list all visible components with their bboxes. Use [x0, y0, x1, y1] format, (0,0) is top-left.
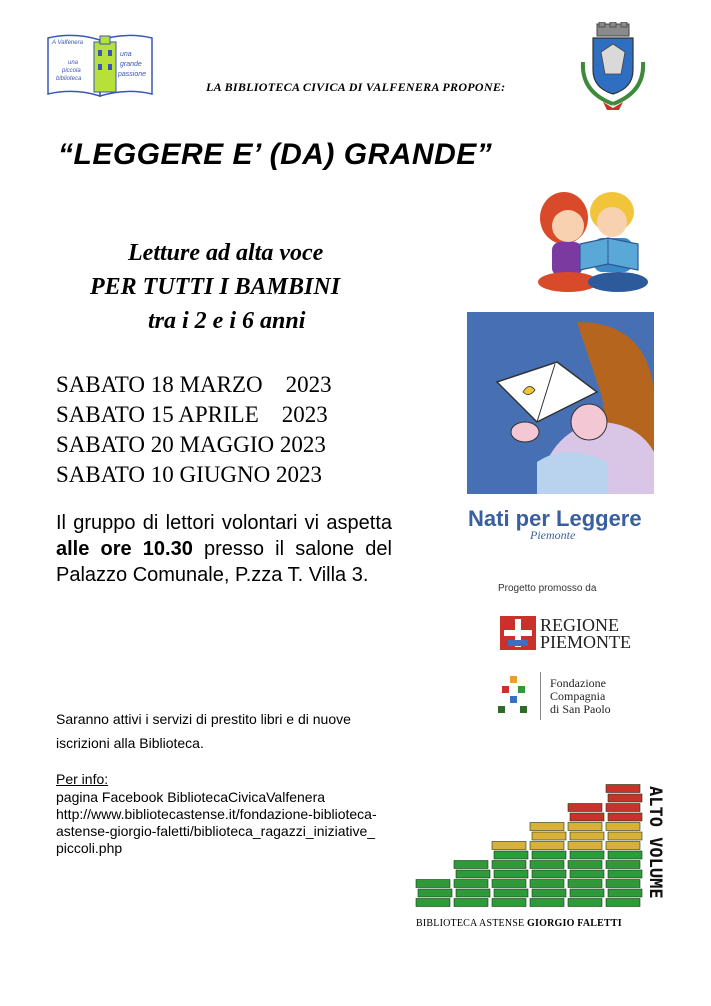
book-block	[454, 899, 488, 907]
nati-per-leggere-region: Piemonte	[530, 528, 576, 542]
book-block	[606, 880, 640, 888]
book-block	[568, 842, 602, 850]
regione-piemonte-icon	[500, 616, 536, 650]
nati-per-leggere-name: Nati per Leggere	[468, 506, 642, 531]
book-stacks	[416, 785, 642, 907]
book-block	[608, 851, 642, 859]
logo-text-passione: passione	[118, 71, 147, 78]
info-line: http://www.bibliotecastense.it/fondazione-biblioteca-	[56, 806, 377, 822]
fondazione-logo-icon	[498, 676, 530, 716]
book-block	[608, 813, 642, 821]
info-line: piccoli.php	[56, 840, 123, 856]
invite-part2: presso il salone del Palazzo Comunale, P.zza T. Villa 3.	[56, 538, 392, 586]
regione-label-line1: REGIONE	[540, 615, 619, 635]
book-block	[570, 813, 604, 821]
book-block	[568, 804, 602, 812]
book-block	[456, 870, 490, 878]
logo-text-una: una	[68, 60, 79, 66]
book-block	[568, 823, 602, 831]
kids-reading-illustration	[528, 178, 660, 298]
date-item: SABATO 15 APRILE 2023	[56, 402, 328, 427]
invite-paragraph	[56, 510, 392, 588]
book-block	[608, 794, 642, 802]
book-block	[492, 842, 526, 850]
coat-of-arms-icon	[577, 22, 649, 112]
date-item: SABATO 18 MARZO 2023	[56, 372, 332, 397]
book-block	[456, 889, 490, 897]
logo-text-piccola: piccola	[62, 68, 81, 74]
info-line: pagina Facebook BibliotecaCivicaValfenera	[56, 789, 326, 805]
book-block	[606, 842, 640, 850]
book-block	[568, 880, 602, 888]
book-block	[530, 823, 564, 831]
subtitle-line3: tra i 2 e i 6 anni	[148, 308, 306, 334]
nati-per-leggere-illustration	[467, 312, 654, 494]
promoted-by-label: Progetto promosso da	[498, 583, 597, 594]
logo-text-biblioteca: biblioteca	[56, 76, 82, 82]
subtitle-line2: PER TUTTI I BAMBINI	[90, 274, 341, 300]
book-block	[418, 889, 452, 897]
book-block	[416, 880, 450, 888]
book-block	[532, 832, 566, 840]
fondazione-label-line1: Fondazione	[550, 676, 606, 690]
date-item: SABATO 20 MAGGIO 2023	[56, 432, 326, 457]
book-block	[494, 851, 528, 859]
date-item: SABATO 10 GIUGNO 2023	[56, 462, 323, 487]
logo-text-grande: grande	[120, 61, 142, 68]
alto-volume-books-logo	[412, 778, 668, 918]
book-block	[606, 785, 640, 793]
book-block	[494, 889, 528, 897]
invite-part1: Il gruppo di lettori volontari vi aspetta	[56, 512, 392, 534]
fondazione-label-line2: Compagnia	[550, 689, 606, 703]
book-block	[494, 870, 528, 878]
invite-time: alle ore 10.30	[56, 538, 193, 560]
book-block	[606, 823, 640, 831]
services-line2: iscrizioni alla Biblioteca.	[56, 735, 204, 751]
library-logo	[44, 30, 156, 102]
fondazione-divider	[540, 672, 541, 720]
page-title: “LEGGERE E’ (DA) GRANDE”	[58, 138, 493, 171]
logo-text-una2: una	[120, 51, 132, 58]
book-block	[570, 832, 604, 840]
book-block	[568, 861, 602, 869]
book-block	[532, 870, 566, 878]
book-block	[608, 889, 642, 897]
alto-volume-caption	[416, 918, 622, 929]
book-block	[530, 842, 564, 850]
logo-text-a: A Valfenera	[52, 40, 83, 46]
subtitle-line1: Letture ad alta voce	[128, 240, 324, 266]
book-block	[570, 851, 604, 859]
book-block	[532, 851, 566, 859]
book-block	[606, 804, 640, 812]
book-block	[608, 870, 642, 878]
book-block	[568, 899, 602, 907]
book-block	[530, 880, 564, 888]
book-block	[606, 899, 640, 907]
book-block	[454, 880, 488, 888]
services-line1: Saranno attivi i servizi di prestito libri e di nuove	[56, 711, 351, 727]
book-block	[570, 889, 604, 897]
book-block	[492, 899, 526, 907]
book-block	[492, 880, 526, 888]
book-block	[416, 899, 450, 907]
info-label: Per info:	[56, 771, 109, 787]
book-block	[530, 861, 564, 869]
book-block	[530, 899, 564, 907]
book-block	[606, 861, 640, 869]
alto-caption-prefix: BIBLIOTECA ASTENSE	[416, 918, 528, 929]
book-block	[608, 832, 642, 840]
regione-label-line2: PIEMONTE	[540, 632, 631, 652]
book-block	[492, 861, 526, 869]
alto-volume-vertical-text: ALTO VOLUME	[645, 786, 665, 899]
alto-caption-name: GIORGIO FALETTI	[527, 918, 622, 929]
info-line: astense-giorgio-faletti/biblioteca_ragazzi_iniziative_	[56, 823, 376, 839]
book-block	[532, 889, 566, 897]
header-propone: LA BIBLIOTECA CIVICA DI VALFENERA PROPONE:	[206, 80, 506, 94]
fondazione-label-line3: di San Paolo	[550, 702, 611, 716]
book-block	[454, 861, 488, 869]
book-block	[570, 870, 604, 878]
